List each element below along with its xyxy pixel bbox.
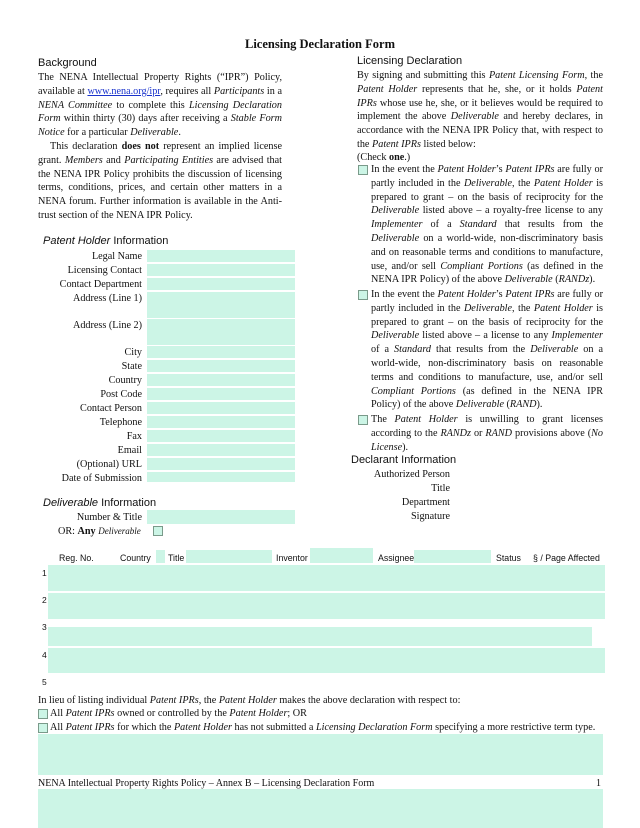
- field-label-licensing-contact: Licensing Contact: [67, 265, 142, 276]
- page-title: Licensing Declaration Form: [245, 37, 395, 51]
- patent-row-3[interactable]: [48, 627, 592, 646]
- col-header-assignee: Assignee: [378, 553, 415, 563]
- row-number-2: 2: [42, 595, 47, 605]
- field-label-address-1: Address (Line 1): [72, 293, 142, 304]
- declaration-intro: By signing and submitting this Patent Licensing Form, the Patent Holder represents that he, she, or it holds Patent IPRs whose use he, she, or it believes would be required to implement the above Deliverable and hereby declares, in accordance with the NENA IPR Policy that, with respect to the Patent IPRs listed below:: [357, 70, 604, 150]
- contact-person-input[interactable]: [147, 402, 295, 414]
- col-header-status: Status: [496, 553, 521, 563]
- col-header-section-page: § / Page Affected: [533, 553, 600, 563]
- declarant-label-department: Department: [401, 497, 450, 508]
- row-number-1: 1: [42, 568, 47, 578]
- field-label-state: State: [121, 361, 142, 372]
- field-label-email: Email: [117, 445, 142, 456]
- legal-name-input[interactable]: [147, 250, 295, 262]
- randz-checkbox[interactable]: [358, 165, 368, 175]
- row-number-5: 5: [42, 677, 47, 687]
- all-unsubmitted-text: All Patent IPRs for which the Patent Holder has not submitted a Licensing Declaration Form specifying a more restrictive term type.: [50, 722, 596, 733]
- ipr-policy-link[interactable]: www.nena.org/ipr: [87, 85, 161, 97]
- field-label-telephone: Telephone: [99, 417, 142, 428]
- contact-department-input[interactable]: [147, 278, 295, 290]
- patent-row-2[interactable]: [48, 593, 605, 619]
- inventor-header-highlight: [310, 548, 373, 563]
- title-header-highlight: [186, 550, 272, 563]
- in-lieu-text: In lieu of listing individual Patent IPRs, the Patent Holder makes the above declaration with respect to:: [38, 695, 461, 706]
- additional-notes-area[interactable]: [38, 734, 603, 775]
- background-heading: Background: [38, 57, 97, 69]
- field-label-city: City: [124, 347, 142, 358]
- assignee-header-highlight: [414, 550, 491, 563]
- url-input[interactable]: [147, 458, 295, 470]
- col-header-reg-no: Reg. No.: [59, 553, 94, 563]
- telephone-input[interactable]: [147, 416, 295, 428]
- page-number: 1: [596, 778, 601, 789]
- address-line1-input[interactable]: [147, 292, 295, 318]
- field-label-post-code: Post Code: [100, 389, 142, 400]
- field-label-contact-person: Contact Person: [80, 403, 142, 414]
- field-label-date: Date of Submission: [61, 473, 142, 484]
- field-label-country: Country: [108, 375, 142, 386]
- any-deliverable-checkbox[interactable]: [153, 526, 163, 536]
- city-input[interactable]: [147, 346, 295, 358]
- declarant-label-signature: Signature: [410, 511, 450, 522]
- option-rand-text: In the event the Patent Holder’s Patent IPRs are fully or partly included in the Deliverable, the Patent Holder is prepared to grant – on the basis of reciprocity for the Deliverable listed above – a license to any Implementer of a Standard that results from the Deliverable on a world-wide, non-discriminatory basis on reasonable terms and conditions to manufacture, use, and/or sell Compliant Portions (as defined in the NENA IPR Policy) of the above Deliverable (RAND).: [371, 289, 604, 411]
- row-number-3: 3: [42, 622, 47, 632]
- date-of-submission-input[interactable]: [147, 472, 295, 482]
- no-license-checkbox[interactable]: [358, 415, 368, 425]
- state-input[interactable]: [147, 360, 295, 372]
- col-header-title: Title: [168, 553, 185, 563]
- field-label-legal-name: Legal Name: [91, 251, 142, 262]
- background-para2: This declaration does not represent an implied license grant. Members and Participating Entities are advised that the NENA IPR Policy prohibits the discussion of licensing terms, conditions, prices, and certain other matters in a NENA forum. Further information is available in the Anti-trust section of the NENA IPR Policy.: [38, 141, 282, 221]
- deliverable-info-heading: Deliverable Information: [43, 497, 157, 509]
- declarant-label-authorized-person: Authorized Person: [373, 469, 450, 480]
- background-para1: The NENA Intellectual Property Rights (“IPR”) Policy, available at www.nena.org/ipr, requires all Participants in a NENA Committee to complete this Licensing Declaration Form within thirty (30) days after receiving a Stable Form Notice for a particular Deliverable.: [38, 72, 283, 139]
- col-header-inventor: Inventor: [276, 553, 308, 563]
- number-title-label: Number & Title: [76, 512, 142, 523]
- option-randz-text: In the event the Patent Holder’s Patent IPRs are fully or partly included in the Deliverable, the Patent Holder is prepared to grant – on the basis of reciprocity for the Deliverable listed above – a royalty-free license to any Implementer of a Standard that results from the Deliverable on a world-wide, non-discriminatory basis and on reasonable terms and conditions to manufacture, use, and/or sell Compliant Portions (as defined in the NENA IPR Policy) of the above Deliverable (RANDz).: [371, 164, 604, 286]
- declarant-heading: Declarant Information: [351, 454, 457, 466]
- fax-input[interactable]: [147, 430, 295, 442]
- email-input[interactable]: [147, 444, 295, 456]
- option-no-license-text: The Patent Holder is unwilling to grant licenses according to the RANDz or RAND provisions above (No License).: [371, 414, 603, 453]
- field-label-url: (Optional) URL: [76, 459, 142, 470]
- holder-info-heading: Patent Holder Information: [43, 235, 169, 247]
- field-label-contact-department: Contact Department: [59, 279, 142, 290]
- bottom-field[interactable]: [38, 789, 603, 828]
- footer-text: NENA Intellectual Property Rights Policy – Annex B – Licensing Declaration Form: [38, 778, 375, 789]
- licensing-contact-input[interactable]: [147, 264, 295, 276]
- number-title-input[interactable]: [147, 510, 295, 524]
- post-code-input[interactable]: [147, 388, 295, 400]
- row-number-4: 4: [42, 650, 47, 660]
- patent-row-4[interactable]: [48, 648, 605, 673]
- any-deliverable-label: OR: Any Deliverable: [58, 526, 141, 537]
- all-owned-text: All Patent IPRs owned or controlled by the Patent Holder; OR: [50, 708, 307, 719]
- country-header-highlight: [156, 550, 165, 563]
- all-unsubmitted-checkbox[interactable]: [38, 723, 48, 733]
- declaration-heading: Licensing Declaration: [357, 55, 463, 67]
- check-one-label: (Check one.): [357, 152, 411, 163]
- address-line2-input[interactable]: [147, 319, 295, 345]
- all-owned-checkbox[interactable]: [38, 709, 48, 719]
- declarant-label-title: Title: [431, 483, 450, 494]
- rand-checkbox[interactable]: [358, 290, 368, 300]
- field-label-address-2: Address (Line 2): [72, 320, 142, 331]
- country-input[interactable]: [147, 374, 295, 386]
- patent-row-1[interactable]: [48, 565, 605, 591]
- field-label-fax: Fax: [126, 431, 142, 442]
- col-header-country: Country: [120, 553, 151, 563]
